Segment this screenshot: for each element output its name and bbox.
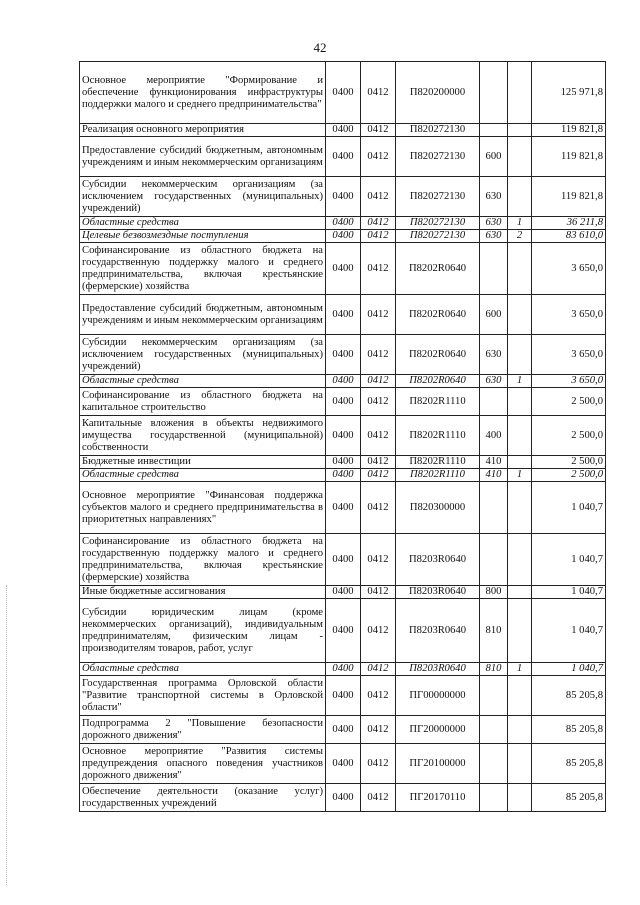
expense-type-code: 810	[480, 663, 508, 676]
target-article-code: П8203R0640	[396, 599, 480, 663]
funding-source-code	[508, 243, 532, 295]
target-article-code: П820272130	[396, 230, 480, 243]
amount-value: 85 205,8	[532, 716, 606, 744]
amount-value: 2 500,0	[532, 416, 606, 456]
target-article-code: ПГ20170110	[396, 784, 480, 812]
row-description: Реализация основного мероприятия	[80, 124, 326, 137]
expense-type-code: 800	[480, 586, 508, 599]
expense-type-code: 630	[480, 230, 508, 243]
amount-value: 1 040,7	[532, 482, 606, 534]
expense-type-code: 630	[480, 335, 508, 375]
section-code: 0400	[326, 62, 361, 124]
subsection-code: 0412	[361, 335, 396, 375]
expense-type-code	[480, 676, 508, 716]
expense-type-code: 810	[480, 599, 508, 663]
section-code: 0400	[326, 416, 361, 456]
expense-type-code	[480, 534, 508, 586]
table-row	[80, 124, 606, 137]
funding-source-code	[508, 388, 532, 416]
target-article-code: П820272130	[396, 177, 480, 217]
funding-source-code	[508, 456, 532, 469]
row-description: Основное мероприятие "Финансовая поддержка субъектов малого и среднего предпринимательства в приоритетных направлениях"	[80, 482, 326, 534]
expense-type-code	[480, 784, 508, 812]
table-row	[80, 586, 606, 599]
target-article-code: П820300000	[396, 482, 480, 534]
amount-value: 85 205,8	[532, 784, 606, 812]
expense-type-code: 600	[480, 295, 508, 335]
section-code: 0400	[326, 469, 361, 482]
row-description: Предоставление субсидий бюджетным, автономным учреждениям и иным некоммерческим организациям	[80, 137, 326, 177]
row-description: Обеспечение деятельности (оказание услуг) государственных учреждений	[80, 784, 326, 812]
funding-source-code	[508, 124, 532, 137]
subsection-code: 0412	[361, 599, 396, 663]
funding-source-code	[508, 676, 532, 716]
table-row	[80, 375, 606, 388]
row-description: Основное мероприятие "Развития системы предупреждения опасного поведения участников дорожного движения"	[80, 744, 326, 784]
section-code: 0400	[326, 230, 361, 243]
row-description: Бюджетные инвестиции	[80, 456, 326, 469]
section-code: 0400	[326, 744, 361, 784]
amount-value: 119 821,8	[532, 177, 606, 217]
row-description: Софинансирование из областного бюджета на государственную поддержку малого и среднего предпринимательства, включая крестьянские (фермерские) хозяйства	[80, 534, 326, 586]
target-article-code: ПГ20100000	[396, 744, 480, 784]
expense-type-code	[480, 744, 508, 784]
funding-source-code	[508, 137, 532, 177]
section-code: 0400	[326, 388, 361, 416]
row-description: Областные средства	[80, 217, 326, 230]
amount-value: 1 040,7	[532, 663, 606, 676]
amount-value: 85 205,8	[532, 676, 606, 716]
target-article-code: П8203R0640	[396, 534, 480, 586]
target-article-code: ПГ00000000	[396, 676, 480, 716]
funding-source-code	[508, 784, 532, 812]
amount-value: 3 650,0	[532, 335, 606, 375]
subsection-code: 0412	[361, 744, 396, 784]
expense-type-code: 410	[480, 456, 508, 469]
section-code: 0400	[326, 124, 361, 137]
funding-source-code	[508, 482, 532, 534]
amount-value: 119 821,8	[532, 124, 606, 137]
row-description: Субсидии некоммерческим организациям (за исключением государственных (муниципальных) учреждений)	[80, 177, 326, 217]
target-article-code: П8202R0640	[396, 295, 480, 335]
table-row	[80, 469, 606, 482]
funding-source-code: 1	[508, 663, 532, 676]
amount-value: 119 821,8	[532, 137, 606, 177]
table-row	[80, 663, 606, 676]
target-article-code: П820272130	[396, 217, 480, 230]
table-row	[80, 388, 606, 416]
row-description: Субсидии юридическим лицам (кроме некоммерческих организаций), индивидуальным предпринимателям, физическим лицам - производителям товаров, работ, услуг	[80, 599, 326, 663]
target-article-code: П820272130	[396, 137, 480, 177]
target-article-code: П8202R1110	[396, 469, 480, 482]
target-article-code: П8202R1110	[396, 388, 480, 416]
amount-value: 3 650,0	[532, 295, 606, 335]
expense-type-code: 400	[480, 416, 508, 456]
funding-source-code	[508, 335, 532, 375]
amount-value: 1 040,7	[532, 534, 606, 586]
table-row	[80, 62, 606, 124]
table-row	[80, 676, 606, 716]
section-code: 0400	[326, 375, 361, 388]
table-row	[80, 456, 606, 469]
subsection-code: 0412	[361, 716, 396, 744]
target-article-code: П8202R1110	[396, 456, 480, 469]
section-code: 0400	[326, 243, 361, 295]
amount-value: 1 040,7	[532, 586, 606, 599]
table-row	[80, 295, 606, 335]
amount-value: 2 500,0	[532, 388, 606, 416]
row-description: Предоставление субсидий бюджетным, автономным учреждениям и иным некоммерческим организациям	[80, 295, 326, 335]
target-article-code: П8203R0640	[396, 663, 480, 676]
table-row	[80, 599, 606, 663]
table-row	[80, 230, 606, 243]
amount-value: 2 500,0	[532, 456, 606, 469]
section-code: 0400	[326, 784, 361, 812]
subsection-code: 0412	[361, 137, 396, 177]
funding-source-code	[508, 716, 532, 744]
section-code: 0400	[326, 599, 361, 663]
subsection-code: 0412	[361, 456, 396, 469]
subsection-code: 0412	[361, 230, 396, 243]
table-row	[80, 416, 606, 456]
expense-type-code	[480, 482, 508, 534]
expense-type-code	[480, 124, 508, 137]
target-article-code: П8202R0640	[396, 243, 480, 295]
table-row	[80, 784, 606, 812]
expense-type-code: 600	[480, 137, 508, 177]
target-article-code: П8202R1110	[396, 416, 480, 456]
amount-value: 1 040,7	[532, 599, 606, 663]
row-description: Подпрограмма 2 "Повышение безопасности дорожного движения"	[80, 716, 326, 744]
section-code: 0400	[326, 534, 361, 586]
table-row	[80, 177, 606, 217]
funding-source-code: 1	[508, 375, 532, 388]
table-row	[80, 482, 606, 534]
section-code: 0400	[326, 335, 361, 375]
funding-source-code	[508, 62, 532, 124]
section-code: 0400	[326, 716, 361, 744]
row-description: Областные средства	[80, 469, 326, 482]
subsection-code: 0412	[361, 62, 396, 124]
subsection-code: 0412	[361, 676, 396, 716]
amount-value: 36 211,8	[532, 217, 606, 230]
subsection-code: 0412	[361, 124, 396, 137]
subsection-code: 0412	[361, 416, 396, 456]
section-code: 0400	[326, 676, 361, 716]
expense-type-code: 630	[480, 375, 508, 388]
margin-marks	[6, 585, 10, 885]
section-code: 0400	[326, 586, 361, 599]
expense-type-code	[480, 243, 508, 295]
row-description: Целевые безвозмездные поступления	[80, 230, 326, 243]
table-row	[80, 744, 606, 784]
amount-value: 2 500,0	[532, 469, 606, 482]
target-article-code: П820200000	[396, 62, 480, 124]
subsection-code: 0412	[361, 469, 396, 482]
funding-source-code: 1	[508, 469, 532, 482]
row-description: Иные бюджетные ассигнования	[80, 586, 326, 599]
table-row	[80, 335, 606, 375]
target-article-code: П8202R0640	[396, 335, 480, 375]
table-row	[80, 716, 606, 744]
funding-source-code	[508, 177, 532, 217]
subsection-code: 0412	[361, 388, 396, 416]
section-code: 0400	[326, 295, 361, 335]
target-article-code: П8202R0640	[396, 375, 480, 388]
expense-type-code: 630	[480, 217, 508, 230]
row-description: Основное мероприятие "Формирование и обеспечение функционирования инфраструктуры поддержки малого и среднего предпринимательства"	[80, 62, 326, 124]
row-description: Софинансирование из областного бюджета на капитальное строительство	[80, 388, 326, 416]
subsection-code: 0412	[361, 243, 396, 295]
amount-value: 3 650,0	[532, 375, 606, 388]
row-description: Областные средства	[80, 375, 326, 388]
subsection-code: 0412	[361, 534, 396, 586]
amount-value: 85 205,8	[532, 744, 606, 784]
section-code: 0400	[326, 482, 361, 534]
amount-value: 83 610,0	[532, 230, 606, 243]
row-description: Софинансирование из областного бюджета на государственную поддержку малого и среднего предпринимательства, включая крестьянские (фермерские) хозяйства	[80, 243, 326, 295]
expense-type-code	[480, 716, 508, 744]
subsection-code: 0412	[361, 784, 396, 812]
table-row	[80, 217, 606, 230]
funding-source-code	[508, 599, 532, 663]
expense-type-code	[480, 388, 508, 416]
table-row	[80, 243, 606, 295]
subsection-code: 0412	[361, 663, 396, 676]
funding-source-code	[508, 534, 532, 586]
expense-type-code: 410	[480, 469, 508, 482]
target-article-code: ПГ20000000	[396, 716, 480, 744]
row-description: Капитальные вложения в объекты недвижимого имущества государственной (муниципальной) собственности	[80, 416, 326, 456]
row-description: Субсидии некоммерческим организациям (за исключением государственных (муниципальных) учреждений)	[80, 335, 326, 375]
table-row	[80, 534, 606, 586]
subsection-code: 0412	[361, 295, 396, 335]
page-number: 42	[313, 40, 327, 55]
funding-source-code: 2	[508, 230, 532, 243]
section-code: 0400	[326, 456, 361, 469]
funding-source-code	[508, 744, 532, 784]
target-article-code: П8203R0640	[396, 586, 480, 599]
amount-value: 3 650,0	[532, 243, 606, 295]
budget-table	[79, 61, 606, 812]
subsection-code: 0412	[361, 375, 396, 388]
expense-type-code: 630	[480, 177, 508, 217]
row-description: Областные средства	[80, 663, 326, 676]
table-row	[80, 137, 606, 177]
funding-source-code	[508, 586, 532, 599]
subsection-code: 0412	[361, 217, 396, 230]
section-code: 0400	[326, 663, 361, 676]
section-code: 0400	[326, 177, 361, 217]
funding-source-code	[508, 416, 532, 456]
target-article-code: П820272130	[396, 124, 480, 137]
subsection-code: 0412	[361, 586, 396, 599]
funding-source-code: 1	[508, 217, 532, 230]
row-description: Государственная программа Орловской области "Развитие транспортной системы в Орловской области"	[80, 676, 326, 716]
amount-value: 125 971,8	[532, 62, 606, 124]
funding-source-code	[508, 295, 532, 335]
section-code: 0400	[326, 137, 361, 177]
subsection-code: 0412	[361, 482, 396, 534]
section-code: 0400	[326, 217, 361, 230]
expense-type-code	[480, 62, 508, 124]
subsection-code: 0412	[361, 177, 396, 217]
